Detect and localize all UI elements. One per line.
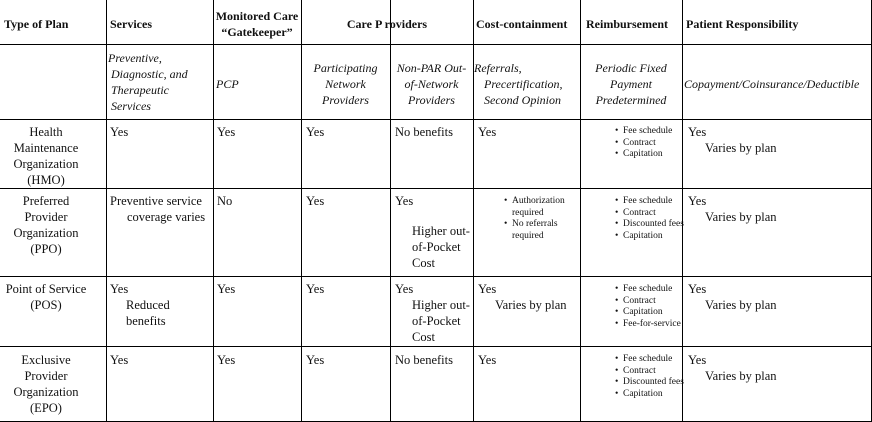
subheader-periodic-payment: Periodic Fixed Payment Predetermined [595, 61, 667, 107]
cell-par: Yes [306, 353, 325, 367]
column-divider [106, 0, 107, 422]
cell-par: Yes [306, 282, 325, 296]
subheader-non-par: Non-PAR Out- of-Network Providers [396, 61, 467, 107]
cell-patient: Yes Varies by plan [688, 353, 777, 383]
header-services: Services [110, 17, 152, 31]
header-type-of-plan: Type of Plan [4, 17, 69, 31]
cell-cost-containment: • Authorization required • No referrals required [501, 196, 590, 242]
cell-nonpar: Yes Higher out- of-Pocket Cost [395, 194, 470, 270]
subheader-referrals: Referrals, Precertification, Second Opinion [474, 61, 563, 107]
cell-patient: Yes Varies by plan [688, 194, 777, 224]
cell-services: Yes [110, 125, 129, 139]
cell-nonpar: No benefits [395, 353, 453, 367]
cell-patient: Yes Varies by plan [688, 125, 777, 155]
column-divider [213, 0, 214, 422]
cell-pcp: Yes [217, 125, 236, 139]
row-divider [0, 44, 872, 45]
cell-services: Yes Reduced benefits [110, 282, 170, 328]
subheader-participating: Participating Network Providers [313, 61, 378, 107]
cell-pcp: Yes [217, 282, 236, 296]
subheader-services: Preventive, Diagnostic, and Therapeutic Services [108, 51, 188, 113]
header-cost-containment: Cost-containment [476, 17, 568, 31]
subheader-pcp: PCP [216, 77, 239, 91]
cell-reimbursement: • Fee schedule • Contract • Discounted fees • Capitation [612, 196, 684, 242]
cell-services: Yes [110, 353, 129, 367]
header-care-providers: Care P roviders [346, 17, 428, 31]
header-reimbursement: Reimbursement [586, 17, 668, 31]
row-divider [0, 276, 872, 277]
plan-name-hmo: Health Maintenance Organization (HMO) [13, 125, 79, 187]
cell-cost-containment: Yes [478, 353, 497, 367]
cell-pcp: No [217, 194, 233, 208]
row-divider [0, 346, 872, 347]
cell-cost-containment: Yes [478, 125, 497, 139]
cell-patient: Yes Varies by plan [688, 282, 777, 312]
cell-reimbursement: • Fee schedule • Contract • Capitation [612, 126, 672, 161]
cell-reimbursement: • Fee schedule • Contract • Capitation • Fee-for-service [612, 284, 681, 330]
cell-reimbursement: • Fee schedule • Contract • Discounted fees • Capitation [612, 354, 684, 400]
cell-par: Yes [306, 125, 325, 139]
row-divider [0, 188, 872, 189]
plan-name-ppo: Preferred Provider Organization (PPO) [13, 194, 79, 256]
cell-nonpar: Yes Higher out- of-Pocket Cost [395, 282, 470, 344]
header-monitored-care: Monitored Care “Gatekeeper” [215, 9, 299, 39]
cell-cost-containment: Yes Varies by plan [478, 282, 567, 312]
cell-par: Yes [306, 194, 325, 208]
cell-pcp: Yes [217, 353, 236, 367]
cell-nonpar: No benefits [395, 125, 453, 139]
plan-name-pos: Point of Service (POS) [5, 282, 87, 312]
plan-name-epo: Exclusive Provider Organization (EPO) [13, 353, 79, 415]
subheader-patient: Copayment/Coinsurance/Deductible [684, 77, 860, 91]
row-divider [0, 119, 872, 120]
header-patient-responsibility: Patient Responsibility [686, 17, 799, 31]
cell-services: Preventive service coverage varies [110, 194, 206, 224]
